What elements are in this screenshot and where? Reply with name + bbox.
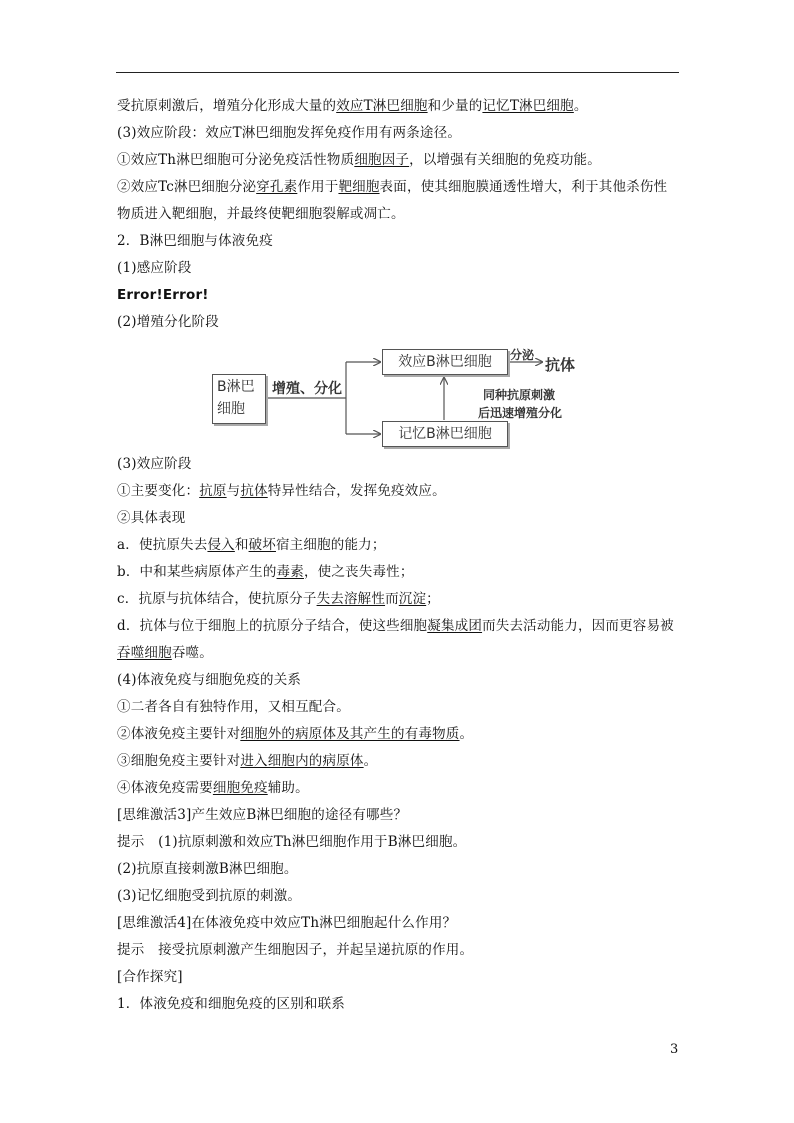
text-segment: (3)效应阶段：效应T淋巴细胞发挥免疫作用有两条途径。 (117, 125, 462, 141)
text-segment: ，以增强有关细胞的免疫功能。 (409, 152, 601, 168)
text-line (117, 563, 687, 581)
text-segment: 和少量的 (427, 98, 483, 114)
text-segment: 受抗原刺激后，增殖分化形成大量的 (117, 98, 337, 114)
text-segment: Error!Error! (117, 287, 209, 303)
text-segment: (4)体液免疫与细胞免疫的关系 (117, 672, 302, 688)
text-line (117, 259, 687, 277)
text-line (117, 698, 687, 716)
text-segment: [思维激活3]产生效应B淋巴细胞的途径有哪些？ (117, 807, 408, 823)
text-segment: 作用于 (297, 179, 339, 195)
text-segment: 。 (459, 726, 474, 742)
text-segment: 1．体液免疫和细胞免疫的区别和联系 (117, 996, 345, 1012)
text-segment: 与 (226, 483, 241, 499)
text-segment: ③细胞免疫主要针对 (117, 753, 241, 769)
text-segment: [合作探究] (117, 969, 183, 985)
b-cell-proliferation-diagram (210, 344, 590, 450)
text-segment: d．抗体与位于细胞上的抗原分子结合，使这些细胞 (117, 618, 428, 634)
antibody-label: 抗体 (545, 356, 576, 374)
text-segment: 宿主细胞的能力； (275, 537, 386, 553)
text-segment: 2．B淋巴细胞与体液免疫 (117, 233, 273, 249)
text-line (117, 232, 687, 250)
text-segment: 而失去活动能力，因而更容易被 (482, 618, 674, 634)
text-line (117, 313, 687, 331)
text-line (117, 941, 687, 959)
header-rule (116, 72, 679, 73)
text-segment: 提示 (1)抗原刺激和效应Th淋巴细胞作用于B淋巴细胞。 (117, 834, 467, 850)
text-line (117, 509, 687, 527)
text-segment: 提示 接受抗原刺激产生细胞因子，并起呈递抗原的作用。 (117, 942, 474, 958)
underlined-term: 记忆T淋巴细胞 (482, 98, 574, 114)
text-segment: ①二者各自有独特作用，又相互配合。 (117, 699, 350, 715)
text-segment: 而 (385, 591, 399, 607)
underlined-term: 靶细胞 (338, 179, 380, 195)
restimulation-label-1: 同种抗原刺激 (483, 388, 556, 402)
text-segment: ②效应Tc淋巴细胞分泌 (117, 179, 257, 195)
text-line (117, 151, 687, 169)
text-segment: [思维激活4]在体液免疫中效应Th淋巴细胞起什么作用？ (117, 915, 457, 931)
text-segment: ②具体表现 (117, 510, 186, 526)
proliferation-label: 增殖、分化 (272, 381, 342, 397)
underlined-term: 细胞因子 (354, 152, 410, 168)
text-segment: ； (426, 591, 440, 607)
text-line (117, 833, 687, 851)
text-line (117, 536, 687, 554)
underlined-term: 效应T淋巴细胞 (336, 98, 428, 114)
underlined-term: 抗原 (199, 483, 227, 499)
b-cell-box: B淋巴 细胞 (212, 374, 266, 424)
text-line (117, 725, 687, 743)
text-line (117, 887, 687, 905)
underlined-term: 失去溶解性 (316, 591, 386, 607)
underlined-term: 破坏 (248, 537, 276, 553)
text-line (117, 995, 687, 1013)
text-segment: ①主要变化： (117, 483, 200, 499)
text-line (117, 779, 687, 797)
page-number: 3 (670, 1042, 679, 1057)
text-line (117, 806, 687, 824)
underlined-term: 凝集成团 (427, 618, 483, 634)
text-line (117, 124, 687, 142)
underlined-term: 沉淀 (398, 591, 427, 607)
underlined-term: 毒素 (276, 564, 304, 580)
underlined-term: 穿孔素 (256, 179, 298, 195)
text-segment: ②体液免疫主要针对 (117, 726, 241, 742)
effector-b-cell-box: 效应B淋巴细胞 (382, 349, 508, 375)
text-line (117, 590, 687, 608)
text-line (117, 752, 687, 770)
text-segment: 表面，使其细胞膜通透性增大，利于其他杀伤性 (379, 179, 668, 195)
text-segment: 辅助。 (267, 780, 309, 796)
memory-b-cell-box: 记忆B淋巴细胞 (382, 421, 508, 447)
text-segment: 特异性结合，发挥免疫效应。 (267, 483, 446, 499)
restimulation-label-2: 后迅速增殖分化 (478, 406, 563, 420)
text-segment: 。 (573, 98, 588, 114)
text-segment: a．使抗原失去 (117, 537, 208, 553)
text-segment: 物质进入靶细胞，并最终使靶细胞裂解或凋亡。 (117, 206, 405, 222)
text-segment: b．中和某些病原体产生的 (117, 564, 277, 580)
text-segment: 吞噬。 (171, 645, 213, 661)
underlined-term: 吞噬细胞 (117, 645, 172, 661)
text-line (117, 286, 687, 304)
text-segment: (2)抗原直接刺激B淋巴细胞。 (117, 861, 298, 877)
underlined-term: 细胞外的病原体及其产生的有毒物质 (240, 726, 460, 742)
text-line (117, 455, 687, 473)
text-segment: c．抗原与抗体结合，使抗原分子 (117, 591, 317, 607)
underlined-term: 抗体 (240, 483, 268, 499)
text-line (117, 860, 687, 878)
text-line (117, 968, 687, 986)
text-segment: (3)效应阶段 (117, 456, 192, 472)
text-segment: 。 (363, 753, 378, 769)
text-segment: (2)增殖分化阶段 (117, 314, 219, 330)
text-line (117, 617, 687, 635)
secrete-label: 分泌 (510, 348, 535, 362)
text-line (117, 205, 687, 223)
text-segment: (1)感应阶段 (117, 260, 192, 276)
text-segment: (3)记忆细胞受到抗原的刺激。 (117, 888, 302, 904)
text-line (117, 914, 687, 932)
text-line (117, 178, 687, 196)
underlined-term: 进入细胞内的病原体 (240, 753, 364, 769)
text-line (117, 97, 687, 115)
text-segment: 和 (234, 537, 249, 553)
text-segment: ④体液免疫需要 (117, 780, 213, 796)
text-segment: ，使之丧失毒性； (303, 564, 414, 580)
underlined-term: 细胞免疫 (212, 780, 268, 796)
text-line (117, 482, 687, 500)
text-segment: ①效应Th淋巴细胞可分泌免疫活性物质 (117, 152, 355, 168)
underlined-term: 侵入 (207, 537, 235, 553)
text-line (117, 644, 687, 662)
text-line (117, 671, 687, 689)
